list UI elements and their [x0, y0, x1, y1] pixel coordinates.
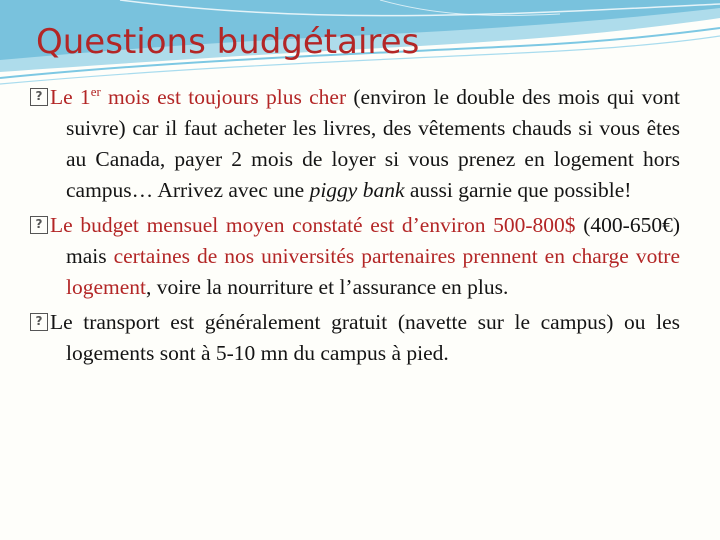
- bullet-icon: [30, 88, 48, 106]
- bullet-icon: [30, 216, 48, 234]
- slide-body: [30, 82, 680, 373]
- bullet-glyph: ?: [35, 89, 43, 103]
- highlight-first-month: [50, 85, 346, 109]
- bullet-glyph: ?: [35, 217, 43, 231]
- slide-title: Questions budgétaires: [36, 22, 420, 62]
- paragraph-text: (environ le double des mois qui vont suivre) car il faut acheter les livres, des vêtements chauds si vous êtes au Canada, payer 2 mois de loyer si vous prenez en logement hors campus… Arrivez avec une: [66, 85, 680, 202]
- bullet-glyph: ?: [35, 314, 43, 328]
- highlight-start: Le 1: [50, 85, 91, 109]
- highlight-rest: mois est toujours plus cher: [100, 85, 347, 109]
- paragraph-monthly-budget: [30, 210, 680, 303]
- ordinal-superscript: er: [90, 83, 101, 99]
- paragraph-text-end: aussi garnie que possible!: [404, 178, 632, 202]
- highlight-universities: certaines de nos universités partenaires prennent en charge votre logement: [66, 244, 681, 299]
- paragraph-text: (400-650€) mais: [66, 213, 680, 268]
- paragraph-text: Le transport est généralement gratuit (navette sur le campus) ou les logements sont à 5-10 mn du campus à pied.: [50, 310, 680, 365]
- bullet-icon: [30, 313, 48, 331]
- paragraph-text-end: , voire la nourriture et l’assurance en plus.: [146, 275, 509, 299]
- italic-term: piggy bank: [309, 178, 405, 202]
- paragraph-transport: [30, 307, 680, 369]
- paragraph-first-month: [30, 82, 680, 206]
- highlight-budget: Le budget mensuel moyen constaté est d’environ 500-800$: [50, 213, 576, 237]
